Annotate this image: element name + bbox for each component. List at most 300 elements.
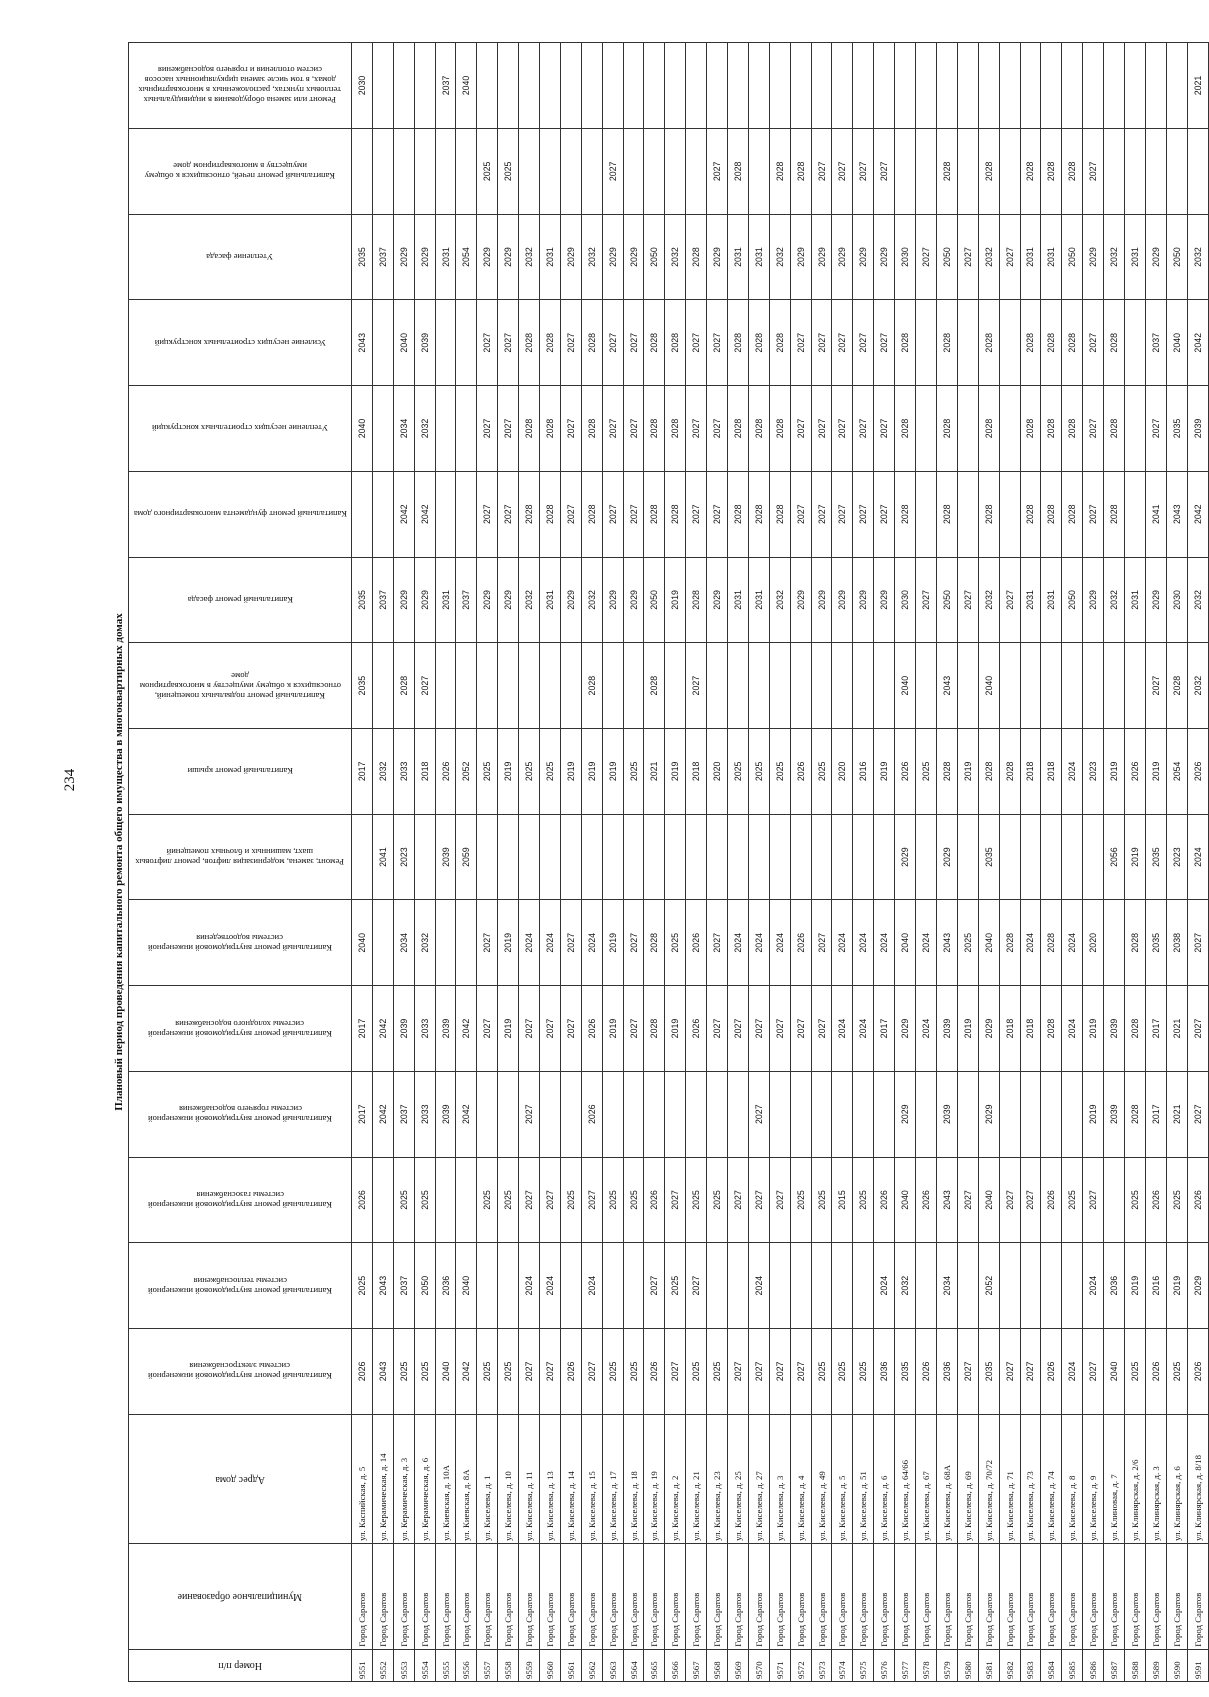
year-cell: 2025 xyxy=(1124,1157,1145,1243)
year-cell xyxy=(435,386,456,472)
year-cell: 2027 xyxy=(748,986,769,1072)
row-address: ул. Киселева, д. 18 xyxy=(623,1414,644,1543)
row-address: ул. Киселева, д. 70/72 xyxy=(978,1414,999,1543)
year-cell: 2039 xyxy=(414,300,435,386)
year-cell xyxy=(748,643,769,729)
year-cell xyxy=(999,128,1020,214)
year-cell xyxy=(1020,814,1041,900)
year-cell xyxy=(498,643,519,729)
year-cell: 2025 xyxy=(811,1329,832,1415)
year-cell: 2028 xyxy=(978,386,999,472)
table-row xyxy=(414,43,435,1682)
row-number: 9587 xyxy=(1104,1649,1125,1681)
row-number: 9580 xyxy=(957,1649,978,1681)
row-address: ул. Киселева, д. 5 xyxy=(832,1414,853,1543)
year-cell: 2026 xyxy=(435,729,456,815)
row-number: 9575 xyxy=(853,1649,874,1681)
row-address: ул. Киселева, д. 13 xyxy=(540,1414,561,1543)
year-cell xyxy=(686,128,707,214)
year-cell: 2027 xyxy=(498,386,519,472)
year-cell xyxy=(728,643,749,729)
year-cell: 2028 xyxy=(665,386,686,472)
year-cell: 2019 xyxy=(1104,729,1125,815)
year-cell: 2019 xyxy=(560,729,581,815)
year-cell xyxy=(519,814,540,900)
year-cell: 2027 xyxy=(581,1329,602,1415)
year-cell xyxy=(957,43,978,129)
row-address: ул. Киселева, д. 17 xyxy=(602,1414,623,1543)
year-cell: 2019 xyxy=(602,986,623,1072)
year-cell: 2028 xyxy=(540,300,561,386)
year-cell xyxy=(1041,814,1062,900)
year-cell xyxy=(1166,128,1187,214)
year-cell: 2028 xyxy=(644,386,665,472)
year-cell xyxy=(686,1071,707,1157)
year-cell: 2021 xyxy=(1166,1071,1187,1157)
year-cell: 2032 xyxy=(895,1243,916,1329)
row-address: ул. Клинярская, д. 6 xyxy=(1166,1414,1187,1543)
row-municipality: Город Саратов xyxy=(623,1543,644,1649)
year-cell: 2028 xyxy=(1124,986,1145,1072)
header-work-10: Капитальный ремонт фасада xyxy=(129,557,352,643)
header-work-1: Капитальный ремонт внутридомовой инженерной системы электроснабжения xyxy=(129,1329,352,1415)
year-cell: 2033 xyxy=(393,729,414,815)
row-address: ул. Киселева, д. 27 xyxy=(748,1414,769,1543)
year-cell xyxy=(916,643,937,729)
year-cell: 2042 xyxy=(1187,471,1208,557)
year-cell: 2028 xyxy=(1062,471,1083,557)
year-cell: 2017 xyxy=(874,986,895,1072)
year-cell xyxy=(477,814,498,900)
year-cell xyxy=(352,471,373,557)
year-cell: 2024 xyxy=(874,900,895,986)
year-cell: 2056 xyxy=(1104,814,1125,900)
year-cell: 2031 xyxy=(1124,557,1145,643)
year-cell: 2043 xyxy=(372,1329,393,1415)
year-cell: 2018 xyxy=(1020,729,1041,815)
year-cell: 2019 xyxy=(665,557,686,643)
row-address: ул. Киселева, д. 19 xyxy=(644,1414,665,1543)
year-cell: 2036 xyxy=(874,1329,895,1415)
year-cell: 2027 xyxy=(790,1329,811,1415)
year-cell: 2027 xyxy=(811,128,832,214)
year-cell: 2027 xyxy=(623,986,644,1072)
year-cell: 2029 xyxy=(707,214,728,300)
year-cell xyxy=(769,814,790,900)
year-cell xyxy=(1166,43,1187,129)
row-number: 9576 xyxy=(874,1649,895,1681)
year-cell xyxy=(393,128,414,214)
year-cell: 2050 xyxy=(936,557,957,643)
year-cell: 2030 xyxy=(895,214,916,300)
row-number: 9556 xyxy=(456,1649,477,1681)
table-row xyxy=(916,43,937,1682)
year-cell: 2028 xyxy=(1104,300,1125,386)
year-cell: 2027 xyxy=(1083,128,1104,214)
year-cell xyxy=(999,1071,1020,1157)
year-cell: 2027 xyxy=(1145,386,1166,472)
year-cell: 2029 xyxy=(602,557,623,643)
year-cell xyxy=(498,43,519,129)
year-cell: 2036 xyxy=(936,1329,957,1415)
year-cell: 2026 xyxy=(1124,729,1145,815)
year-cell: 2020 xyxy=(1083,900,1104,986)
year-cell xyxy=(414,43,435,129)
year-cell xyxy=(707,643,728,729)
year-cell: 2028 xyxy=(540,386,561,472)
row-number: 9585 xyxy=(1062,1649,1083,1681)
table-row xyxy=(936,43,957,1682)
year-cell: 2027 xyxy=(1083,386,1104,472)
year-cell: 2027 xyxy=(602,386,623,472)
year-cell: 2019 xyxy=(498,986,519,1072)
year-cell: 2025 xyxy=(811,729,832,815)
row-address: ул. Киселева, д. 73 xyxy=(1020,1414,1041,1543)
year-cell xyxy=(769,643,790,729)
year-cell: 2035 xyxy=(1166,386,1187,472)
year-cell: 2025 xyxy=(686,1329,707,1415)
year-cell xyxy=(560,1071,581,1157)
year-cell xyxy=(560,643,581,729)
year-cell xyxy=(498,1243,519,1329)
year-cell: 2027 xyxy=(540,1329,561,1415)
row-number: 9567 xyxy=(686,1649,707,1681)
year-cell: 2029 xyxy=(477,557,498,643)
year-cell: 2029 xyxy=(853,557,874,643)
year-cell: 2027 xyxy=(811,300,832,386)
year-cell: 2027 xyxy=(957,557,978,643)
year-cell: 2040 xyxy=(895,643,916,729)
year-cell: 2028 xyxy=(936,386,957,472)
year-cell: 2035 xyxy=(978,814,999,900)
row-municipality: Город Саратов xyxy=(665,1543,686,1649)
row-municipality: Город Саратов xyxy=(707,1543,728,1649)
row-number: 9569 xyxy=(728,1649,749,1681)
year-cell: 2017 xyxy=(1145,1071,1166,1157)
year-cell: 2028 xyxy=(769,128,790,214)
year-cell: 2029 xyxy=(498,214,519,300)
year-cell: 2025 xyxy=(519,729,540,815)
year-cell xyxy=(1020,643,1041,729)
year-cell: 2027 xyxy=(999,1329,1020,1415)
year-cell: 2019 xyxy=(1124,1243,1145,1329)
row-municipality: Город Саратов xyxy=(936,1543,957,1649)
year-cell: 2025 xyxy=(853,1157,874,1243)
year-cell xyxy=(435,900,456,986)
row-municipality: Город Саратов xyxy=(853,1543,874,1649)
row-municipality: Город Саратов xyxy=(790,1543,811,1649)
year-cell xyxy=(916,1071,937,1157)
year-cell: 2025 xyxy=(602,1157,623,1243)
year-cell xyxy=(602,1243,623,1329)
year-cell xyxy=(1104,1157,1125,1243)
year-cell xyxy=(957,814,978,900)
year-cell xyxy=(435,471,456,557)
header-work-5: Капитальный ремонт внутридомовой инженерной системы холодного водоснабжения xyxy=(129,986,352,1072)
year-cell: 2031 xyxy=(435,557,456,643)
row-address: ул. Киселева, д. 67 xyxy=(916,1414,937,1543)
year-cell: 2027 xyxy=(874,471,895,557)
year-cell: 2035 xyxy=(352,643,373,729)
year-cell: 2028 xyxy=(895,471,916,557)
year-cell: 2026 xyxy=(790,900,811,986)
year-cell: 2040 xyxy=(895,900,916,986)
year-cell xyxy=(957,300,978,386)
year-cell xyxy=(1145,43,1166,129)
year-cell xyxy=(1145,128,1166,214)
year-cell: 2024 xyxy=(748,900,769,986)
year-cell: 2027 xyxy=(832,386,853,472)
year-cell xyxy=(1062,43,1083,129)
year-cell: 2019 xyxy=(1166,1243,1187,1329)
year-cell xyxy=(435,300,456,386)
year-cell: 2027 xyxy=(519,1329,540,1415)
year-cell xyxy=(665,814,686,900)
year-cell: 2028 xyxy=(728,128,749,214)
row-address: ул. Клиновая, д. 7 xyxy=(1104,1414,1125,1543)
year-cell xyxy=(728,1071,749,1157)
year-cell: 2030 xyxy=(895,557,916,643)
year-cell: 2029 xyxy=(1083,557,1104,643)
year-cell: 2028 xyxy=(519,386,540,472)
row-number: 9562 xyxy=(581,1649,602,1681)
year-cell: 2029 xyxy=(498,557,519,643)
year-cell: 2038 xyxy=(1166,900,1187,986)
year-cell: 2027 xyxy=(560,986,581,1072)
year-cell: 2027 xyxy=(540,986,561,1072)
year-cell xyxy=(957,643,978,729)
year-cell xyxy=(644,814,665,900)
year-cell: 2034 xyxy=(393,386,414,472)
year-cell: 2024 xyxy=(1083,1243,1104,1329)
year-cell: 2028 xyxy=(581,471,602,557)
row-number: 9582 xyxy=(999,1649,1020,1681)
year-cell: 2016 xyxy=(853,729,874,815)
year-cell: 2033 xyxy=(414,986,435,1072)
year-cell: 2040 xyxy=(352,900,373,986)
year-cell xyxy=(832,43,853,129)
row-number: 9583 xyxy=(1020,1649,1041,1681)
year-cell: 2027 xyxy=(853,128,874,214)
year-cell xyxy=(372,471,393,557)
row-address: ул. Керамическая, д. 3 xyxy=(393,1414,414,1543)
year-cell xyxy=(498,814,519,900)
year-cell: 2025 xyxy=(790,1157,811,1243)
year-cell: 2032 xyxy=(414,900,435,986)
year-cell: 2031 xyxy=(435,214,456,300)
year-cell: 2028 xyxy=(1104,386,1125,472)
year-cell: 2028 xyxy=(728,386,749,472)
table-row xyxy=(853,43,874,1682)
row-number: 9551 xyxy=(352,1649,373,1681)
year-cell: 2032 xyxy=(1187,557,1208,643)
year-cell: 2027 xyxy=(874,128,895,214)
year-cell: 2027 xyxy=(707,471,728,557)
row-address: ул. Киселева, д. 1 xyxy=(477,1414,498,1543)
year-cell xyxy=(832,1243,853,1329)
year-cell: 2029 xyxy=(895,814,916,900)
year-cell xyxy=(916,300,937,386)
year-cell xyxy=(707,1243,728,1329)
table-row xyxy=(352,43,373,1682)
year-cell: 2027 xyxy=(832,128,853,214)
year-cell: 2025 xyxy=(477,1329,498,1415)
year-cell xyxy=(540,128,561,214)
year-cell: 2037 xyxy=(372,214,393,300)
year-cell: 2026 xyxy=(686,986,707,1072)
repair-schedule-table xyxy=(128,42,1209,1682)
year-cell: 2019 xyxy=(1124,814,1145,900)
year-cell: 2028 xyxy=(769,386,790,472)
year-cell: 2032 xyxy=(1104,557,1125,643)
year-cell: 2027 xyxy=(707,386,728,472)
year-cell: 2021 xyxy=(1187,43,1208,129)
table-row xyxy=(1145,43,1166,1682)
row-address: ул. Киселева, д. 8 xyxy=(1062,1414,1083,1543)
year-cell: 2028 xyxy=(978,729,999,815)
row-municipality: Город Саратов xyxy=(644,1543,665,1649)
year-cell: 2027 xyxy=(498,471,519,557)
header-work-11: Капитальный ремонт фундамента многоквартирного дома xyxy=(129,471,352,557)
year-cell: 2028 xyxy=(644,300,665,386)
year-cell: 2032 xyxy=(414,386,435,472)
year-cell: 2024 xyxy=(519,900,540,986)
row-number: 9574 xyxy=(832,1649,853,1681)
year-cell: 2025 xyxy=(540,729,561,815)
row-number: 9558 xyxy=(498,1649,519,1681)
year-cell xyxy=(1041,1243,1062,1329)
year-cell xyxy=(644,1071,665,1157)
year-cell: 2042 xyxy=(372,1071,393,1157)
year-cell: 2031 xyxy=(1041,557,1062,643)
year-cell: 2050 xyxy=(1062,557,1083,643)
year-cell: 2024 xyxy=(1062,729,1083,815)
year-cell xyxy=(372,643,393,729)
year-cell xyxy=(456,900,477,986)
year-cell: 2025 xyxy=(602,1329,623,1415)
row-municipality: Город Саратов xyxy=(456,1543,477,1649)
year-cell: 2050 xyxy=(1166,214,1187,300)
year-cell: 2029 xyxy=(414,214,435,300)
year-cell: 2039 xyxy=(435,986,456,1072)
table-row xyxy=(435,43,456,1682)
year-cell: 2015 xyxy=(832,1157,853,1243)
year-cell: 2040 xyxy=(978,643,999,729)
year-cell xyxy=(1041,43,1062,129)
year-cell: 2028 xyxy=(1124,1071,1145,1157)
year-cell: 2025 xyxy=(1124,1329,1145,1415)
row-number: 9564 xyxy=(623,1649,644,1681)
year-cell xyxy=(874,643,895,729)
row-number: 9563 xyxy=(602,1649,623,1681)
year-cell: 2027 xyxy=(916,557,937,643)
table-row xyxy=(477,43,498,1682)
table-row xyxy=(1083,43,1104,1682)
year-cell: 2027 xyxy=(686,386,707,472)
year-cell: 2027 xyxy=(477,386,498,472)
row-number: 9566 xyxy=(665,1649,686,1681)
year-cell: 2025 xyxy=(1166,1157,1187,1243)
year-cell xyxy=(623,128,644,214)
year-cell: 2035 xyxy=(978,1329,999,1415)
row-address: ул. Киселева, д. 64/66 xyxy=(895,1414,916,1543)
year-cell: 2042 xyxy=(456,1071,477,1157)
row-municipality: Город Саратов xyxy=(874,1543,895,1649)
year-cell xyxy=(540,1071,561,1157)
year-cell: 2027 xyxy=(581,1157,602,1243)
year-cell: 2028 xyxy=(1041,300,1062,386)
year-cell: 2027 xyxy=(1187,900,1208,986)
year-cell: 2027 xyxy=(1020,1329,1041,1415)
year-cell xyxy=(665,1071,686,1157)
row-address: ул. Керамическая, д. 14 xyxy=(372,1414,393,1543)
year-cell: 2028 xyxy=(540,471,561,557)
year-cell: 2027 xyxy=(686,300,707,386)
year-cell xyxy=(686,43,707,129)
year-cell: 2026 xyxy=(874,1157,895,1243)
header-work-6: Капитальный ремонт внутридомовой инженерной системы водоотведения xyxy=(129,900,352,986)
row-address: ул. Клинярская, д. 2/6 xyxy=(1124,1414,1145,1543)
year-cell: 2027 xyxy=(1083,1157,1104,1243)
year-cell: 2028 xyxy=(1041,128,1062,214)
year-cell xyxy=(1187,128,1208,214)
year-cell: 2025 xyxy=(393,1157,414,1243)
row-address: ул. Клинярская, д. 3 xyxy=(1145,1414,1166,1543)
year-cell xyxy=(811,814,832,900)
year-cell: 2054 xyxy=(456,214,477,300)
year-cell: 2031 xyxy=(1124,214,1145,300)
year-cell xyxy=(519,643,540,729)
row-number: 9572 xyxy=(790,1649,811,1681)
year-cell: 2031 xyxy=(540,214,561,300)
year-cell: 2028 xyxy=(895,386,916,472)
year-cell: 2029 xyxy=(936,814,957,900)
year-cell: 2040 xyxy=(1104,1329,1125,1415)
table-row xyxy=(540,43,561,1682)
year-cell xyxy=(686,814,707,900)
year-cell xyxy=(1041,643,1062,729)
year-cell: 2027 xyxy=(623,300,644,386)
year-cell: 2031 xyxy=(748,557,769,643)
year-cell xyxy=(1104,643,1125,729)
year-cell: 2027 xyxy=(832,471,853,557)
year-cell: 2024 xyxy=(916,986,937,1072)
year-cell xyxy=(602,1071,623,1157)
year-cell: 2025 xyxy=(498,128,519,214)
year-cell: 2026 xyxy=(1041,1329,1062,1415)
year-cell: 2018 xyxy=(1041,729,1062,815)
year-cell: 2040 xyxy=(895,1157,916,1243)
year-cell: 2027 xyxy=(853,300,874,386)
row-number: 9568 xyxy=(707,1649,728,1681)
year-cell: 2028 xyxy=(1166,643,1187,729)
year-cell xyxy=(623,43,644,129)
year-cell xyxy=(498,1071,519,1157)
year-cell xyxy=(707,814,728,900)
year-cell: 2023 xyxy=(393,814,414,900)
year-cell xyxy=(853,643,874,729)
row-address: ул. Киселева, д. 9 xyxy=(1083,1414,1104,1543)
year-cell: 2027 xyxy=(811,986,832,1072)
year-cell: 2027 xyxy=(477,300,498,386)
year-cell: 2036 xyxy=(435,1243,456,1329)
year-cell: 2025 xyxy=(498,1157,519,1243)
year-cell: 2026 xyxy=(644,1157,665,1243)
year-cell: 2027 xyxy=(686,643,707,729)
table-row xyxy=(372,43,393,1682)
year-cell: 2028 xyxy=(1020,128,1041,214)
row-municipality: Город Саратов xyxy=(1104,1543,1125,1649)
